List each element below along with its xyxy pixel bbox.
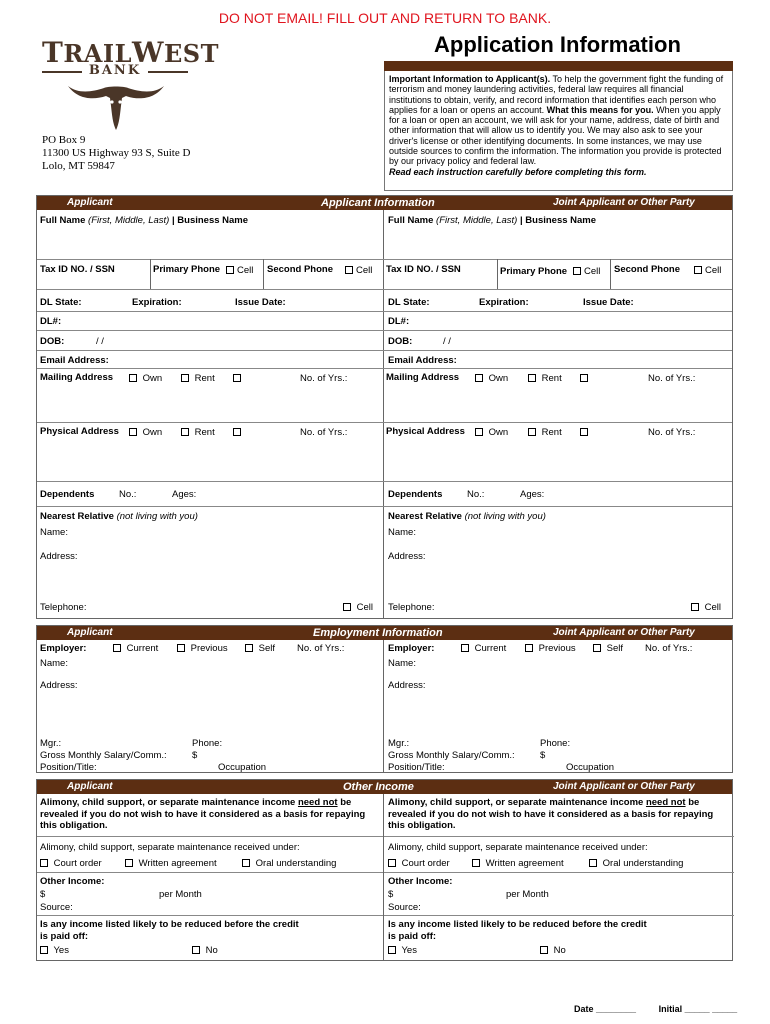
joint-per-month-label: per Month [506,889,549,900]
dependents-label: Dependents [40,489,95,500]
employer-label: Employer: [40,643,87,654]
address-line: PO Box 9 [42,134,86,146]
income-reduced-question: Is any income listed likely to be reduced before the credit is paid off: [40,919,299,942]
position-label: Position/Title: [40,762,97,773]
joint-mailing-own-checkbox[interactable]: Own [475,373,508,384]
row-divider [37,506,732,507]
address-line: Lolo, MT 59847 [42,160,115,172]
column-divider [383,794,384,960]
joint-employer-label: Employer: [388,643,435,654]
joint-dob-label: DOB: [388,336,413,347]
joint-relative-telephone-label: Telephone: [388,602,435,613]
joint-income-source-label: Source: [388,902,421,913]
joint-dependents-ages-label: Ages: [520,489,545,500]
joint-income-reduced-question: Is any income listed likely to be reduced before the credit is paid off: [388,919,647,942]
row-divider [37,915,383,916]
joint-relative-cell-checkbox[interactable]: Cell [691,602,721,613]
joint-income-reduced-yes-checkbox[interactable]: Yes [388,945,417,956]
joint-expiration-label: Expiration: [479,297,529,308]
row-divider [37,481,732,482]
row-divider [37,368,732,369]
notice-closing: Read each instruction carefully before completing this form. [389,166,647,177]
dob-label: DOB: [40,336,65,347]
full-name-label: Full Name (First, Middle, Last) | Business Name [40,215,249,226]
relative-cell-checkbox[interactable]: Cell [343,602,373,613]
dl-state-label: DL State: [40,297,82,308]
warning-banner: DO NOT EMAIL! FILL OUT AND RETURN TO BANK. [218,10,552,26]
joint-salary-dollar-sign: $ [540,750,546,761]
relative-address-label: Address: [40,551,78,562]
tax-id-label: Tax ID NO. / SSN [40,264,115,275]
second-phone-label: Second Phone [267,264,333,275]
issue-date-label: Issue Date: [235,297,286,308]
court-order-checkbox[interactable]: Court order [40,858,102,869]
joint-tax-id-label: Tax ID NO. / SSN [386,264,461,275]
row-divider [37,311,732,312]
mailing-years-label: No. of Yrs.: [300,373,348,384]
relative-telephone-label: Telephone: [40,602,87,613]
joint-mailing-other-checkbox[interactable] [580,373,591,384]
physical-address-label: Physical Address [40,426,119,437]
mailing-address-label: Mailing Address [40,372,114,383]
joint-primary-phone-cell-checkbox[interactable]: Cell [573,266,600,277]
joint-mailing-years-label: No. of Yrs.: [648,373,696,384]
employer-name-label: Name: [40,658,68,669]
mailing-rent-checkbox[interactable]: Rent [181,373,215,384]
mgr-label: Mgr.: [40,738,62,749]
per-month-label: per Month [159,889,202,900]
joint-email-label: Email Address: [388,355,457,366]
longhorn-icon [66,78,166,134]
logo-rule-right [148,71,188,73]
expiration-label: Expiration: [132,297,182,308]
employer-phone-label: Phone: [192,738,223,749]
date-initial-line[interactable]: Date ________ [574,1004,637,1014]
alimony-notice: Alimony, child support, or separate maintenance income need not be revealed if you do not wish to have it considered as a basis for repaying this obligation. [40,797,366,831]
logo-wordmark: TRAILWEST [42,36,219,69]
joint-second-phone-cell-checkbox[interactable]: Cell [694,265,721,276]
gross-salary-label: Gross Monthly Salary/Comm.: [40,750,167,761]
joint-nearest-relative-label: Nearest Relative (not living with you) [388,511,546,522]
joint-physical-years-label: No. of Yrs.: [648,427,696,438]
cell-divider [263,259,264,289]
joint-employer-years-label: No. of Yrs.: [645,643,693,654]
written-agreement-checkbox[interactable]: Written agreement [125,858,217,869]
mailing-other-checkbox[interactable] [233,373,244,384]
notice-body-2: When you apply for a loan or open an account, we will ask for your name, address, date of birth and other information that will allow us to identify you. We may also ask to see your driver's license or other identifying documents. In some instances, we may use outside sources to confirm the information. The information you provide is protected by our privacy policy and federal law. [389,104,722,167]
email-label: Email Address: [40,355,109,366]
row-divider [37,289,732,290]
income-reduced-no-checkbox[interactable]: No [192,945,218,956]
joint-oral-understanding-checkbox[interactable]: Oral understanding [589,858,683,869]
dependents-ages-label: Ages: [172,489,197,500]
joint-dependents-number-label: No.: [467,489,485,500]
other-income-label: Other Income: [40,876,105,887]
joint-employer-current-checkbox[interactable]: Current [461,643,506,654]
row-divider [37,422,732,423]
joint-income-reduced-no-checkbox[interactable]: No [540,945,566,956]
joint-court-order-checkbox[interactable]: Court order [388,858,450,869]
joint-received-under-label: Alimony, child support, separate maintenance received under: [388,842,648,853]
dependents-number-label: No.: [119,489,137,500]
joint-employer-name-label: Name: [388,658,416,669]
joint-gross-salary-label: Gross Monthly Salary/Comm.: [388,750,515,761]
employer-address-label: Address: [40,680,78,691]
joint-relative-name-label: Name: [388,527,416,538]
salary-dollar-sign: $ [192,750,198,761]
joint-employer-self-checkbox[interactable]: Self [593,643,623,654]
joint-second-phone-label: Second Phone [614,264,680,275]
footer [574,1004,737,1014]
other-income-dollar-sign: $ [40,889,46,900]
physical-other-checkbox[interactable] [233,427,244,438]
cell-divider [610,259,611,289]
dl-number-label: DL#: [40,316,62,327]
bank-address [42,134,190,173]
section-bar: Applicant Other Income Joint Applicant or Other Party [37,780,732,794]
joint-issue-date-label: Issue Date: [583,297,634,308]
notice-lead: Important Information to Applicant(s). [389,74,551,84]
joint-primary-phone-label: Primary Phone [500,266,568,277]
employer-current-checkbox[interactable]: Current [113,643,158,654]
initial-line[interactable]: Initial _____ _____ [658,1004,738,1014]
other-income-section [36,779,733,961]
physical-rent-checkbox[interactable]: Rent [181,427,215,438]
cell-divider [497,259,498,289]
applicant-information-section [36,195,733,619]
joint-alimony-notice: Alimony, child support, or separate maintenance income need not be revealed if you do not wish to have it considered as a basis for repaying this obligation. [388,797,714,831]
important-notice [384,71,733,191]
joint-dl-state-label: DL State: [388,297,430,308]
page-title: Application Information [434,32,681,57]
notice-lead-2: What this means for you. [546,104,654,115]
income-reduced-yes-checkbox[interactable]: Yes [40,945,69,956]
income-source-label: Source: [40,902,73,913]
row-divider [37,872,383,873]
joint-mailing-rent-checkbox[interactable]: Rent [528,373,562,384]
column-divider [383,210,384,618]
address-line: 11300 US Highway 93 S, Suite D [42,147,191,159]
column-divider [383,640,384,772]
received-under-label: Alimony, child support, separate maintenance received under: [40,842,300,853]
joint-mailing-address-label: Mailing Address [386,372,460,383]
mailing-own-checkbox[interactable]: Own [129,373,162,384]
joint-employer-previous-checkbox[interactable]: Previous [525,643,576,654]
employer-previous-checkbox[interactable]: Previous [177,643,228,654]
joint-employer-address-label: Address: [388,680,426,691]
joint-employer-phone-label: Phone: [540,738,571,749]
joint-dependents-label: Dependents [388,489,443,500]
occupation-label: Occupation [218,762,267,773]
joint-other-income-label: Other Income: [388,876,453,887]
row-divider [384,872,734,873]
joint-mgr-label: Mgr.: [388,738,410,749]
row-divider [37,259,732,260]
primary-phone-label: Primary Phone [153,264,221,275]
second-phone-cell-checkbox[interactable]: Cell [345,265,372,276]
cell-divider [150,259,151,289]
physical-years-label: No. of Yrs.: [300,427,348,438]
joint-written-agreement-checkbox[interactable]: Written agreement [472,858,564,869]
notice-body: To help the government fight the funding of terrorism and money laundering activities, federal law requires all financial institutions to obtain, verify, and record information that identifies each person who applies for a loan or opens an account. [389,74,724,115]
row-divider [37,350,732,351]
joint-dl-number-label: DL#: [388,316,410,327]
notice-header-bar [384,61,733,71]
dob-slashes: / / [96,336,104,347]
section-bar: Applicant Applicant Information Joint Applicant or Other Party [37,196,732,210]
joint-physical-rent-checkbox[interactable]: Rent [528,427,562,438]
joint-position-label: Position/Title: [388,762,445,773]
primary-phone-cell-checkbox[interactable]: Cell [226,265,253,276]
row-divider [37,330,732,331]
relative-name-label: Name: [40,527,68,538]
employer-self-checkbox[interactable]: Self [245,643,275,654]
joint-other-income-dollar-sign: $ [388,889,394,900]
row-divider [384,836,734,837]
employment-information-section [36,625,733,773]
joint-relative-address-label: Address: [388,551,426,562]
section-bar: Applicant Employment Information Joint Applicant or Other Party [37,626,732,640]
joint-dob-slashes: / / [443,336,451,347]
joint-physical-address-label: Physical Address [386,426,465,437]
joint-physical-own-checkbox[interactable]: Own [475,427,508,438]
joint-full-name-label: Full Name (First, Middle, Last) | Business Name [388,215,597,226]
physical-own-checkbox[interactable]: Own [129,427,162,438]
employer-years-label: No. of Yrs.: [297,643,345,654]
joint-occupation-label: Occupation [566,762,615,773]
oral-understanding-checkbox[interactable]: Oral understanding [242,858,336,869]
row-divider [384,915,734,916]
joint-physical-other-checkbox[interactable] [580,427,591,438]
row-divider [37,836,383,837]
logo-bank-text: BANK [88,63,142,78]
nearest-relative-label: Nearest Relative (not living with you) [40,511,198,522]
